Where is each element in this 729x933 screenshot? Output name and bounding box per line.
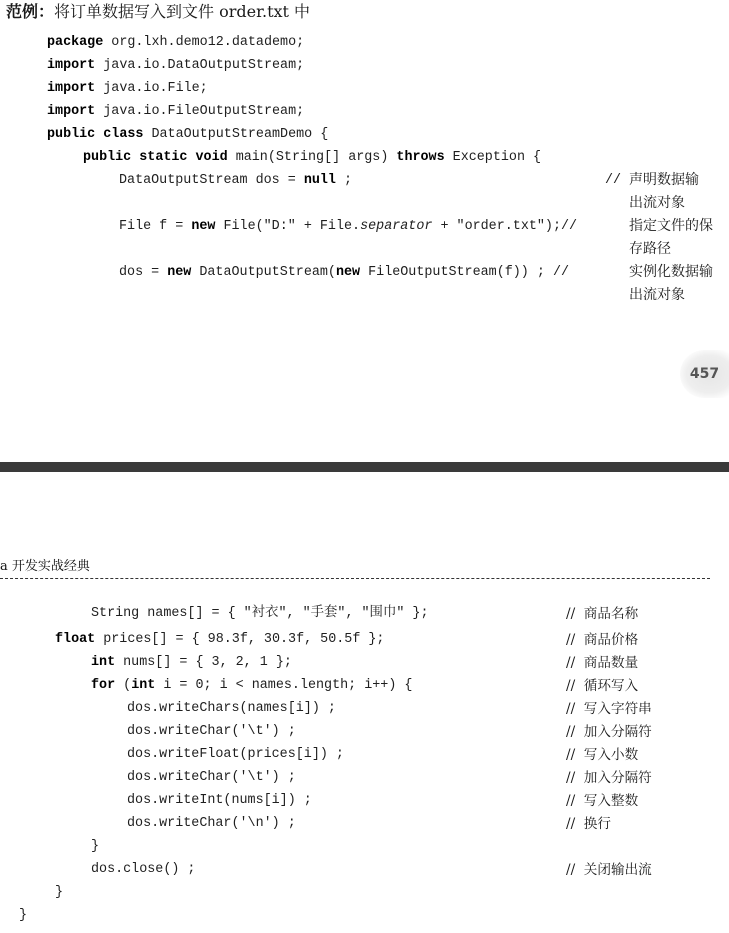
code-line: import java.io.File; <box>47 81 208 96</box>
code-line: } <box>91 839 100 854</box>
code-line: DataOutputStream dos = null ; <box>119 173 353 188</box>
code-line: for (int i = 0; i < names.length; i++) { <box>91 678 413 693</box>
code-line: dos.writeChar('\t') ; <box>127 724 296 739</box>
code-line: dos.writeChar('\n') ; <box>127 816 296 831</box>
code-comment: // 写入整数 <box>566 793 639 809</box>
comment-slash: // <box>605 173 622 188</box>
code-comment: // 商品数量 <box>566 655 639 671</box>
code-line: float prices[] = { 98.3f, 30.3f, 50.5f }; <box>55 632 385 647</box>
code-comment: // 关闭输出流 <box>566 862 652 878</box>
example-label: 范例： <box>6 2 55 21</box>
code-line: dos.writeChars(names[i]) ; <box>127 701 336 716</box>
code-comment: 出流对象 <box>629 195 685 211</box>
code-line: int nums[] = { 3, 2, 1 }; <box>91 655 292 670</box>
code-comment: 实例化数据输 <box>629 264 713 280</box>
code-line: public class DataOutputStreamDemo { <box>47 127 329 142</box>
code-comment: // 商品价格 <box>566 632 639 648</box>
header-rule <box>0 578 710 579</box>
code-line: dos.close() ; <box>91 862 196 877</box>
code-line: String names[] = { "衬衣", "手套", "围巾" }; <box>91 606 429 621</box>
example-title <box>6 2 310 22</box>
code-comment: // 循环写入 <box>566 678 639 694</box>
code-line: } <box>55 885 64 900</box>
code-line: public static void main(String[] args) throws Exception { <box>83 150 542 165</box>
code-comment: // 加入分隔符 <box>566 770 652 786</box>
code-comment: 出流对象 <box>629 287 685 303</box>
code-line: dos.writeFloat(prices[i]) ; <box>127 747 344 762</box>
code-line: package org.lxh.demo12.datademo; <box>47 35 305 50</box>
code-comment: 声明数据输 <box>629 172 699 188</box>
code-comment: // 商品名称 <box>566 606 639 622</box>
code-line: dos.writeInt(nums[i]) ; <box>127 793 312 808</box>
code-comment: // 加入分隔符 <box>566 724 652 740</box>
code-line: File f = new File("D:" + File.separator + "order.txt");// <box>119 219 578 234</box>
code-comment: // 写入字符串 <box>566 701 652 717</box>
page-divider <box>0 462 729 472</box>
code-comment: // 换行 <box>566 816 611 832</box>
code-line: } <box>19 908 28 923</box>
code-comment: 存路径 <box>629 241 671 257</box>
code-line: dos.writeChar('\t') ; <box>127 770 296 785</box>
page-number: 457 <box>680 350 729 398</box>
code-line: import java.io.FileOutputStream; <box>47 104 305 119</box>
code-line: dos = new DataOutputStream(new FileOutputStream(f)) ; // <box>119 265 570 280</box>
code-line: import java.io.DataOutputStream; <box>47 58 305 73</box>
example-description: 将订单数据写入到文件 order.txt 中 <box>54 2 311 21</box>
running-header: a 开发实战经典 <box>0 559 90 574</box>
code-comment: 指定文件的保 <box>629 218 713 234</box>
code-comment: // 写入小数 <box>566 747 639 763</box>
